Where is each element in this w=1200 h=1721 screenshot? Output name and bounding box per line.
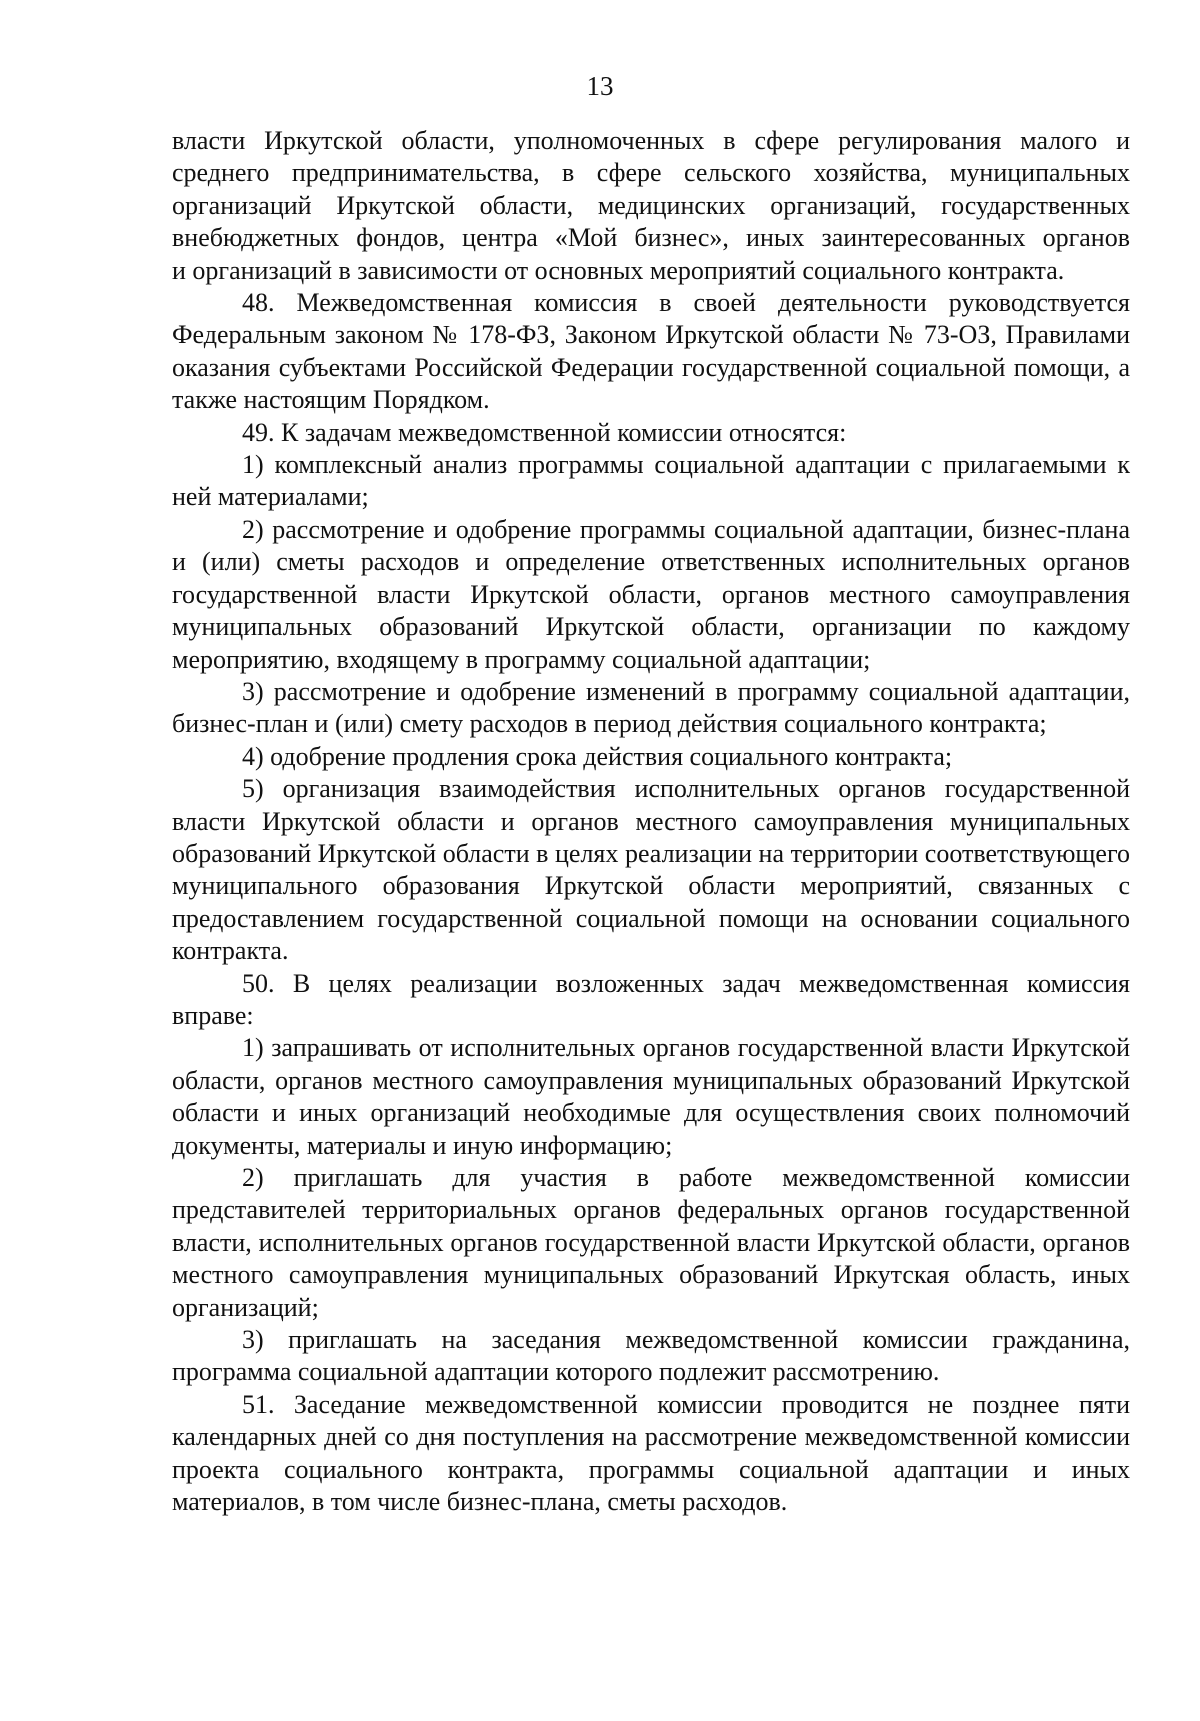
text-line: образований Иркутской области и иных организаций необходимые для	[172, 1065, 1131, 1128]
page-number: 13	[586, 71, 614, 101]
text-line: соответствующего муниципального образования Иркутской области	[172, 838, 1130, 901]
text-line: 50. В целях реализации возложенных задач межведомственная комиссия	[242, 968, 1130, 998]
text-line: комиссии проекта социального контракта, программы социальной адаптации и	[172, 1422, 1130, 1484]
text-line: вправе:	[172, 1000, 254, 1030]
text-line: власти Иркутской области и органов местного самоуправления муниципальных	[172, 806, 1130, 836]
text-line: иных материалов, в том числе бизнес-плана, сметы расходов.	[172, 1454, 1130, 1517]
text-line: внебюджетных фондов, центра «Мой бизнес», иных заинтересованных органов	[172, 223, 1130, 253]
paragraph-51	[172, 1389, 1130, 1519]
paragraph-49-item-4	[172, 741, 1130, 773]
text-line: мероприятий, связанных с предоставлением государственной социальной	[172, 871, 1130, 933]
text-line: Правилами оказания субъектами Российской Федерации государственной	[172, 320, 1130, 382]
text-line: осуществления своих полномочий документы, материалы и иную информацию;	[172, 1098, 1130, 1160]
text-line: адаптации;	[748, 644, 871, 674]
text-line: 48. Межведомственная комиссия в своей деятельности руководствуется	[242, 288, 1130, 318]
paragraph-49-item-1	[172, 449, 1130, 514]
text-line: 3) рассмотрение и одобрение изменений в программу социальной	[242, 676, 999, 706]
text-line: программа социальной адаптации которого подлежит рассмотрению.	[172, 1357, 940, 1387]
text-line: 1) комплексный анализ программы социальной адаптации с прилагаемыми	[242, 450, 1107, 480]
paragraph-49-item-3	[172, 676, 1130, 741]
text-line: 4) одобрение продления срока действия социального контракта;	[242, 741, 953, 771]
paragraph-50-item-1	[172, 1032, 1130, 1162]
text-line: образований Иркутская область, иных организаций;	[172, 1260, 1130, 1322]
paragraph-49-item-2	[172, 514, 1130, 676]
text-line: государственной власти, исполнительных органов государственной власти	[172, 1195, 1130, 1257]
text-line: адаптации, бизнес-план и (или) смету расходов в период действия социального	[172, 676, 1130, 739]
text-line: 51. Заседание межведомственной комиссии проводится не позднее пяти	[242, 1389, 1130, 1419]
text-line: бизнес-плана и (или) сметы расходов и определение ответственных	[172, 514, 1131, 577]
text-line: организации по каждому мероприятию, входящему в программу социальной	[172, 612, 1130, 674]
text-line: 5) организация взаимодействия исполнительных органов государственной	[242, 774, 1130, 804]
text-line: власти Иркутской области, уполномоченных в сфере регулирования малого и	[172, 126, 1130, 155]
text-line: местного самоуправления муниципальных образований Иркутской области,	[172, 579, 1130, 642]
text-line: контракта;	[929, 709, 1047, 739]
text-line: социальной помощи, а также настоящим Порядком.	[172, 352, 1130, 415]
text-line: 2) рассмотрение и одобрение программы социальной адаптации,	[242, 514, 974, 544]
paragraph-50-item-3	[172, 1324, 1130, 1389]
text-line: представителей территориальных органов федеральных органов	[172, 1195, 929, 1225]
text-line: Федеральным законом № 178-ФЗ, Законом Иркутской области № 73-ОЗ,	[172, 320, 997, 350]
text-line: образований Иркутской области в целях реализации на территории	[172, 838, 919, 868]
text-line: к ней материалами;	[172, 450, 1130, 512]
paragraph-49-item-5	[172, 773, 1130, 967]
text-line: 1) запрашивать от исполнительных органов государственной власти	[242, 1033, 1004, 1063]
document-body	[172, 125, 1130, 1518]
paragraph-49	[172, 417, 1130, 449]
text-line: 3) приглашать на заседания межведомственной комиссии гражданина,	[242, 1325, 1130, 1355]
text-line: календарных дней со дня поступления на рассмотрение межведомственной	[172, 1422, 1018, 1452]
text-line: организаций Иркутской области, медицинских организаций, государственных	[172, 190, 1130, 220]
text-line: среднего предпринимательства, в сфере сельского хозяйства, муниципальных	[172, 158, 1130, 188]
paragraph-50	[172, 968, 1130, 1033]
text-line: 2) приглашать для участия в работе межведомственной комиссии	[242, 1163, 1130, 1192]
paragraph-continuation	[172, 125, 1130, 287]
paragraph-50-item-2	[172, 1162, 1130, 1324]
text-line: Иркутской области, органов местного самоуправления муниципальных	[172, 1227, 1131, 1290]
text-line: помощи на основании социального контракта.	[172, 903, 1130, 966]
text-line: Иркутской области, органов местного самоуправления муниципальных	[172, 1033, 1130, 1095]
text-line: исполнительных органов государственной власти Иркутской области, органов	[172, 547, 1130, 609]
text-line: 49. К задачам межведомственной комиссии относятся:	[242, 417, 847, 447]
text-line: и организаций в зависимости от основных мероприятий социального контракта.	[172, 255, 1065, 285]
paragraph-48	[172, 287, 1130, 417]
